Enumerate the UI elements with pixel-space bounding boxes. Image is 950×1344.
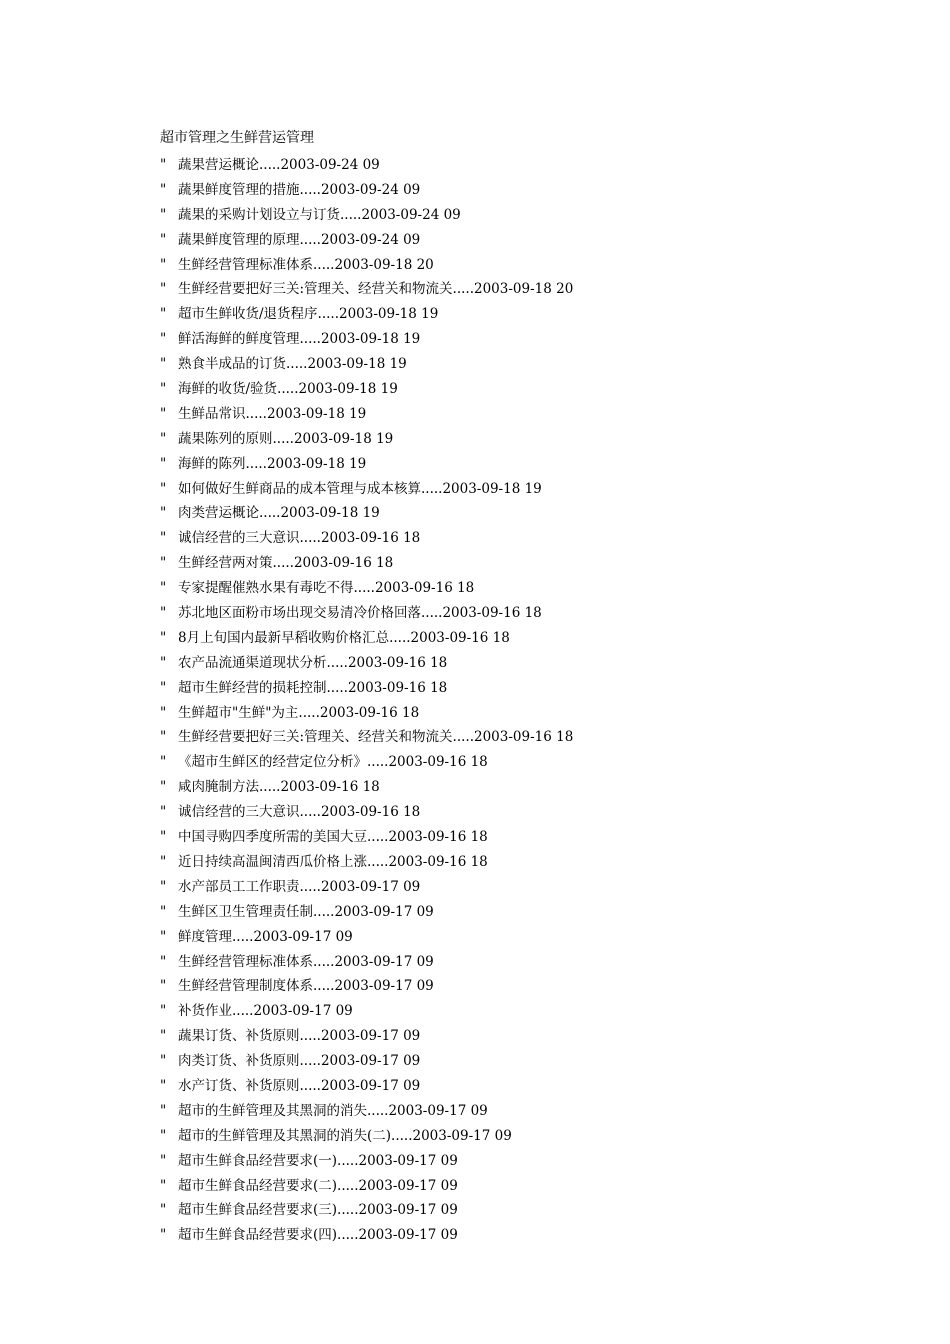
list-item-text: 农产品流通渠道现状分析.....2003-09-16 18 [178,654,448,671]
list-item-text: 超市生鲜食品经营要求(三).....2003-09-17 09 [178,1202,458,1219]
article-list [160,153,860,1248]
list-item [160,775,860,800]
list-item [160,676,860,701]
document-page [160,128,860,1248]
list-item [160,900,860,925]
list-item [160,950,860,975]
list-item [160,1124,860,1149]
list-item-text: 生鲜经营两对策.....2003-09-16 18 [178,555,394,572]
list-bullet: " [160,729,167,746]
list-bullet: " [160,804,167,821]
list-item [160,576,860,601]
list-item [160,850,860,875]
list-item-text: 蔬果的采购计划设立与订货.....2003-09-24 09 [178,206,461,223]
list-bullet: " [160,654,167,671]
list-bullet: " [160,853,167,870]
list-item-text: 生鲜品常识.....2003-09-18 19 [178,405,367,422]
list-bullet: " [160,306,167,323]
list-bullet: " [160,754,167,771]
list-item-text: 生鲜经营管理标准体系.....2003-09-17 09 [178,953,434,970]
list-bullet: " [160,629,167,646]
list-item [160,601,860,626]
list-item-text: 《超市生鲜区的经营定位分析》.....2003-09-16 18 [178,754,488,771]
list-item-text: 鲜活海鲜的鲜度管理.....2003-09-18 19 [178,331,421,348]
list-bullet: " [160,878,167,895]
list-item [160,203,860,228]
list-item [160,1024,860,1049]
list-bullet: " [160,1127,167,1144]
list-bullet: " [160,281,167,298]
list-item [160,327,860,352]
list-item-text: 海鲜的收货/验货.....2003-09-18 19 [178,381,398,398]
list-item-text: 肉类订货、补货原则.....2003-09-17 09 [178,1053,421,1070]
list-item-text: 8月上旬国内最新早稻收购价格汇总.....2003-09-16 18 [178,629,510,646]
list-item-text: 超市的生鲜管理及其黑洞的消失.....2003-09-17 09 [178,1102,488,1119]
list-item [160,1174,860,1199]
list-item [160,701,860,726]
list-item [160,1049,860,1074]
list-bullet: " [160,580,167,597]
list-bullet: " [160,1028,167,1045]
list-bullet: " [160,381,167,398]
list-item-text: 超市生鲜食品经营要求(二).....2003-09-17 09 [178,1177,458,1194]
list-item-text: 近日持续高温闽清西瓜价格上涨.....2003-09-16 18 [178,853,488,870]
list-bullet: " [160,779,167,796]
list-bullet: " [160,1053,167,1070]
list-item [160,228,860,253]
list-bullet: " [160,903,167,920]
list-item [160,277,860,302]
list-item-text: 中国寻购四季度所需的美国大豆.....2003-09-16 18 [178,829,488,846]
list-item [160,999,860,1024]
list-bullet: " [160,505,167,522]
list-bullet: " [160,1227,167,1244]
list-item [160,626,860,651]
list-item-text: 超市生鲜食品经营要求(一).....2003-09-17 09 [178,1152,458,1169]
list-bullet: " [160,530,167,547]
list-item [160,551,860,576]
list-item-text: 蔬果鲜度管理的措施.....2003-09-24 09 [178,181,421,198]
list-item-text: 蔬果订货、补货原则.....2003-09-17 09 [178,1028,421,1045]
list-item-text: 诚信经营的三大意识.....2003-09-16 18 [178,804,421,821]
list-item [160,526,860,551]
list-item-text: 鲜度管理.....2003-09-17 09 [178,928,353,945]
list-bullet: " [160,1102,167,1119]
list-item-text: 海鲜的陈列.....2003-09-18 19 [178,455,367,472]
list-item-text: 生鲜区卫生管理责任制.....2003-09-17 09 [178,903,434,920]
list-bullet: " [160,704,167,721]
list-item [160,725,860,750]
list-bullet: " [160,206,167,223]
list-item [160,1099,860,1124]
list-item [160,1074,860,1099]
list-item [160,750,860,775]
list-item-text: 超市的生鲜管理及其黑洞的消失(二).....2003-09-17 09 [178,1127,512,1144]
list-bullet: " [160,1177,167,1194]
list-item [160,402,860,427]
list-item-text: 超市生鲜经营的损耗控制.....2003-09-16 18 [178,679,448,696]
list-item-text: 水产订货、补货原则.....2003-09-17 09 [178,1077,421,1094]
list-item-text: 专家提醒催熟水果有毒吃不得.....2003-09-16 18 [178,580,475,597]
list-item [160,477,860,502]
list-bullet: " [160,331,167,348]
list-item-text: 熟食半成品的订货.....2003-09-18 19 [178,356,407,373]
list-bullet: " [160,829,167,846]
list-item [160,974,860,999]
list-bullet: " [160,1077,167,1094]
list-item [160,452,860,477]
list-bullet: " [160,679,167,696]
list-item-text: 生鲜超市"生鲜"为主.....2003-09-16 18 [178,704,420,721]
list-bullet: " [160,1152,167,1169]
list-bullet: " [160,953,167,970]
list-item-text: 超市生鲜收货/退货程序.....2003-09-18 19 [178,306,439,323]
list-bullet: " [160,555,167,572]
list-item [160,178,860,203]
list-item [160,875,860,900]
list-item [160,153,860,178]
list-item [160,651,860,676]
list-item-text: 蔬果鲜度管理的原理.....2003-09-24 09 [178,231,421,248]
list-item [160,501,860,526]
list-item [160,253,860,278]
list-item-text: 补货作业.....2003-09-17 09 [178,1003,353,1020]
list-item [160,427,860,452]
list-item [160,825,860,850]
list-item [160,302,860,327]
list-bullet: " [160,430,167,447]
list-item-text: 苏北地区面粉市场出现交易清冷价格回落.....2003-09-16 18 [178,605,542,622]
list-item [160,377,860,402]
list-item [160,1149,860,1174]
list-item [160,925,860,950]
list-bullet: " [160,157,167,173]
list-item-text: 水产部员工工作职责.....2003-09-17 09 [178,878,421,895]
list-item-text: 超市生鲜食品经营要求(四).....2003-09-17 09 [178,1227,458,1244]
list-bullet: " [160,480,167,497]
list-bullet: " [160,978,167,995]
list-item-text: 如何做好生鲜商品的成本管理与成本核算.....2003-09-18 19 [178,480,542,497]
list-item-text: 生鲜经营要把好三关:管理关、经营关和物流关.....2003-09-16 18 [178,729,574,746]
list-item-text: 生鲜经营管理标准体系.....2003-09-18 20 [178,256,434,273]
list-bullet: " [160,1003,167,1020]
list-bullet: " [160,256,167,273]
list-item-text: 蔬果营运概论.....2003-09-24 09 [178,157,380,173]
list-item-text: 诚信经营的三大意识.....2003-09-16 18 [178,530,421,547]
list-item-text: 咸肉腌制方法.....2003-09-16 18 [178,779,380,796]
list-bullet: " [160,455,167,472]
list-item-text: 生鲜经营管理制度体系.....2003-09-17 09 [178,978,434,995]
list-item [160,1198,860,1223]
list-item [160,800,860,825]
list-bullet: " [160,928,167,945]
list-bullet: " [160,405,167,422]
list-item-text: 生鲜经营要把好三关:管理关、经营关和物流关.....2003-09-18 20 [178,281,574,298]
list-item [160,1223,860,1248]
list-bullet: " [160,356,167,373]
list-bullet: " [160,1202,167,1219]
list-bullet: " [160,605,167,622]
list-bullet: " [160,231,167,248]
list-item-text: 蔬果陈列的原则.....2003-09-18 19 [178,430,394,447]
list-item-text: 肉类营运概论.....2003-09-18 19 [178,505,380,522]
list-bullet: " [160,181,167,198]
list-item [160,352,860,377]
document-title: 超市管理之生鲜营运管理 [160,130,314,146]
